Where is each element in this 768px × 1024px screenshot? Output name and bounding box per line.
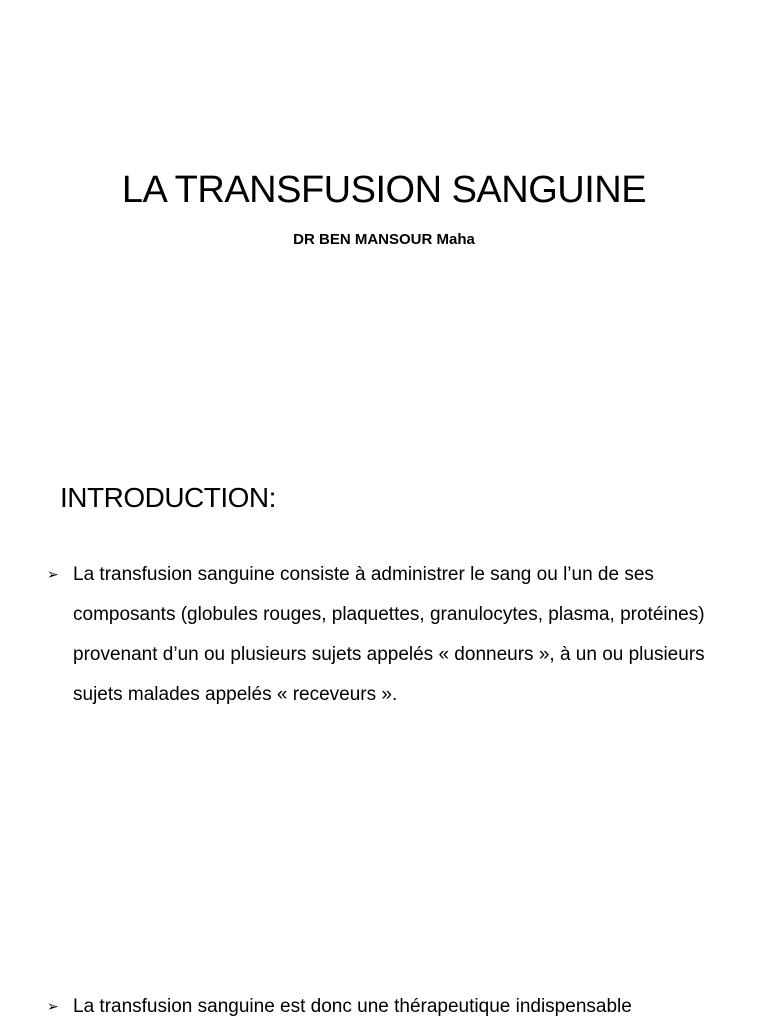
document-author: DR BEN MANSOUR Maha — [293, 231, 475, 248]
intro-paragraph-2 — [47, 987, 753, 1024]
intro-paragraph-1 — [47, 555, 753, 715]
arrow-bullet-icon: ➢ — [47, 567, 59, 583]
section-heading-introduction: INTRODUCTION: — [60, 482, 276, 513]
intro-paragraph-2-text: La transfusion sanguine est donc une thérapeutique indispensable — [73, 996, 632, 1017]
intro-paragraph-1-text: La transfusion sanguine consiste à administrer le sang ou l’un de ses composants (globules rouges, plaquettes, granulocytes, plasma, protéines) provenant d’un ou plusieurs sujets appelés « donneurs », à un ou plusieurs sujets malades appelés « receveurs ». — [73, 564, 705, 705]
arrow-bullet-icon: ➢ — [47, 999, 59, 1015]
document-title: LA TRANSFUSION SANGUINE — [121, 169, 647, 211]
